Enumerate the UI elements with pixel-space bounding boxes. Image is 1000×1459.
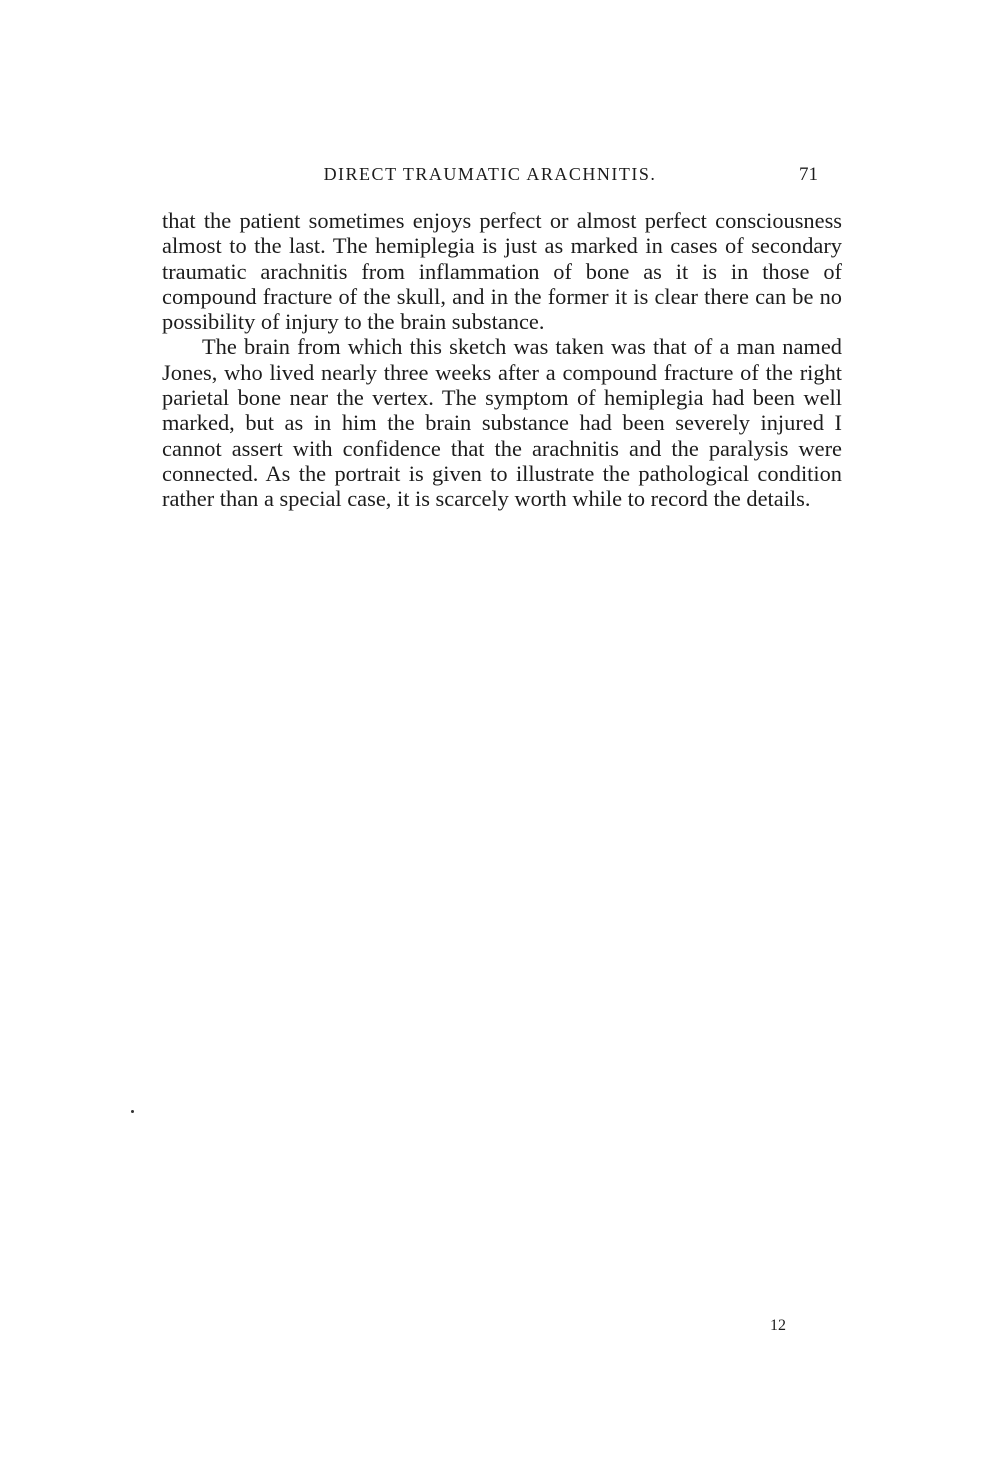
page-number: 71 (799, 164, 818, 185)
running-title: DIRECT TRAUMATIC ARACHNITIS. (323, 164, 657, 184)
stray-dot (131, 1110, 134, 1113)
signature-mark: 12 (770, 1317, 786, 1334)
body-text (162, 208, 842, 512)
paragraph-continued: that the patient sometimes enjoys perfect or almost perfect consciousness almost to the last. The hemiplegia is just as marked in cases of secondary traumatic arachnitis from inflammation of bone as it is in those of compound fracture of the skull, and in the former it is clear there can be no possibility of injury to the brain substance. (162, 208, 842, 335)
paragraph: The brain from which this sketch was taken was that of a man named Jones, who lived nearly three weeks after a compound fracture of the right parietal bone near the vertex. The symptom of hemiplegia had been well marked, but as in him the brain substance had been severely injured I cannot assert with confidence that the arachnitis and the paralysis were connected. As the portrait is given to illustrate the pathological condition rather than a special case, it is scarcely worth while to record the details. (162, 334, 842, 512)
running-head (162, 164, 818, 194)
